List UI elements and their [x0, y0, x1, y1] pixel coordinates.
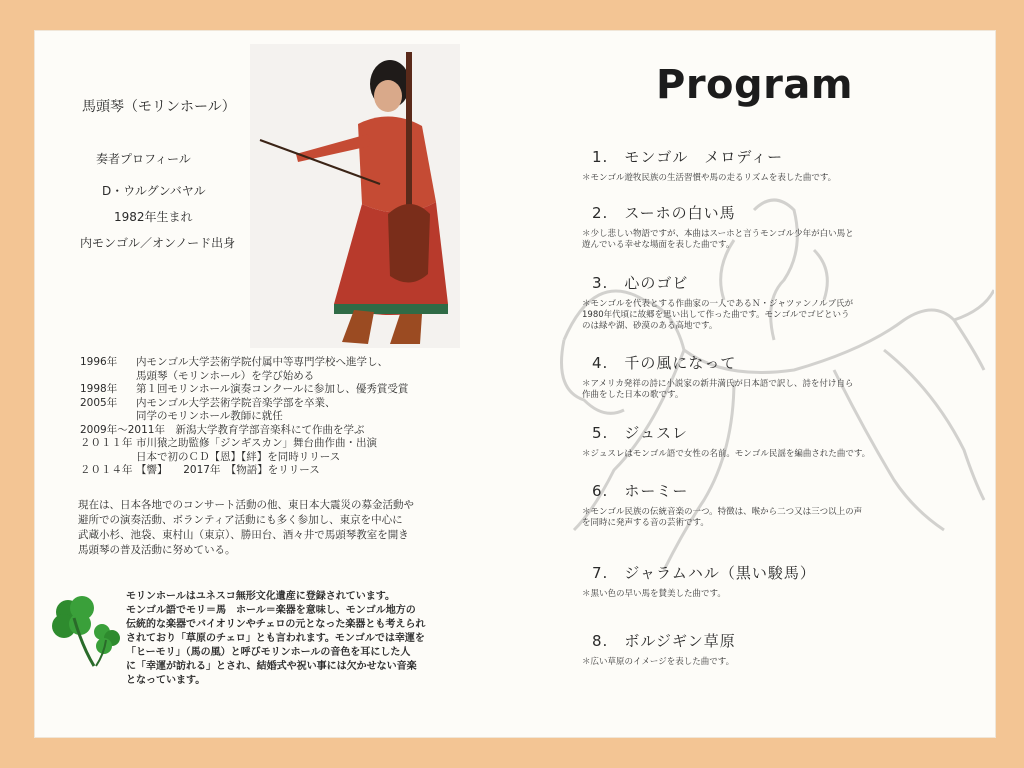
history-year: 2009年～2011年	[80, 423, 165, 436]
program-number: 3.	[592, 274, 609, 292]
history-row	[80, 437, 470, 464]
program-item	[582, 146, 962, 184]
current-activity: 現在は、日本各地でのコンサート活動の他、東日本大震災の募金活動や 避所での演奏活動、ボランティア活動にも多く参加し、東京を中心に 武蔵小杉、池袋、東村山（東京）、勝田台、酒々井で馬頭琴教室を開き 馬頭琴の普及活動に努めている。	[78, 499, 414, 556]
history-text: 新潟大学教育学部音楽科にて作曲を学ぶ	[175, 423, 365, 436]
history-year: 1998年	[80, 383, 118, 395]
program-item	[582, 480, 962, 529]
history-text-combined	[80, 424, 470, 438]
program-item	[582, 202, 962, 251]
history-year: 2005年	[80, 396, 118, 409]
program-item-title	[592, 422, 962, 443]
program-description: ＊黒い色の早い馬を賛美した曲です。	[582, 589, 726, 599]
history-year: ２０１１年	[80, 437, 133, 449]
instrument-title: 馬頭琴（モリンホール）	[82, 99, 236, 115]
program-description: ＊モンゴルを代表とする作曲家の一人であるＮ・ジャツァンノルブ氏が 1980年代頃に故郷を思い出して作った曲です。モンゴルでゴビという のは緑や湖、砂漠のある高地です。	[582, 299, 854, 331]
program-item	[582, 422, 962, 460]
program-item	[582, 272, 962, 332]
program-item-title	[592, 146, 962, 167]
four-leaf-clover-icon	[46, 590, 126, 670]
program-number: 5.	[592, 424, 609, 442]
history-row	[80, 383, 470, 397]
program-name: 心のゴビ	[624, 274, 689, 292]
history-row	[80, 464, 470, 478]
program-name: ボルジギン草原	[624, 632, 736, 650]
history-row	[80, 397, 470, 424]
program-name: モンゴル メロディー	[624, 148, 784, 166]
program-description: ＊モンゴル遊牧民族の生活習慣や馬の走るリズムを表した曲です。	[582, 173, 837, 183]
performer-birth-year: 1982年生まれ	[114, 210, 193, 224]
program-title: Program	[656, 62, 854, 108]
history-year: 1996年	[80, 356, 118, 368]
program-number: 7.	[592, 564, 609, 582]
performer-origin: 内モンゴル／オンノード出身	[80, 236, 236, 250]
program-item-title	[592, 630, 962, 651]
performer-history	[80, 356, 470, 478]
program-name: 千の風になって	[624, 354, 737, 372]
program-name: スーホの白い馬	[624, 204, 736, 222]
program-number: 2.	[592, 204, 609, 222]
program-description: ＊モンゴル民族の伝統音楽の一つ。特徴は、喉から二つ又は三つ以上の声 を同時に発声する音の芸術です。	[582, 507, 863, 528]
performer-photo	[250, 44, 460, 348]
history-row	[80, 424, 470, 438]
program-description: ＊広い草原のイメージを表した曲です。	[582, 657, 735, 667]
profile-panel	[34, 30, 484, 738]
program-item	[582, 562, 962, 600]
program-number: 6.	[592, 482, 609, 500]
program-item-title	[592, 480, 962, 501]
performer-name: D・ウルグンバヤル	[102, 184, 206, 198]
history-text: 内モンゴル大学芸術学院音楽学部を卒業、 同学のモリンホール教師に就任	[136, 396, 336, 422]
brochure-page	[34, 30, 996, 738]
program-number: 8.	[592, 632, 609, 650]
program-description: ＊ジュスレはモンゴル語で女性の名前。モンゴル民謡を編曲された曲です。	[582, 449, 871, 459]
program-item	[582, 630, 962, 668]
program-item-title	[592, 352, 962, 373]
program-item-title	[592, 202, 962, 223]
program-name: ホーミー	[624, 482, 689, 500]
program-item-title	[592, 562, 962, 583]
program-name: ジュスレ	[624, 424, 689, 442]
history-text: 市川猿之助監修「ジンギスカン」舞台曲作曲・出演 日本で初のＣＤ【恩】【絆】を同時リリース	[136, 437, 378, 463]
history-text: 第１回モリンホール演奏コンクールに参加し、優秀賞受賞	[136, 383, 409, 395]
program-item	[582, 352, 962, 401]
history-text: 【響】 2017年 【物語】をリリース	[136, 464, 320, 476]
program-number: 1.	[592, 148, 609, 166]
program-item-title	[592, 272, 962, 293]
program-name: ジャラムハル（黒い駿馬）	[624, 564, 816, 582]
history-row	[80, 356, 470, 383]
program-description: ＊少し悲しい物語ですが、本曲はスーホと言うモンゴル少年が白い馬と 遊んでいる幸せな場面を表した曲です。	[582, 229, 854, 250]
history-text: 内モンゴル大学芸術学院付属中等専門学校へ進学し、 馬頭琴（モリンホール）を学び始める	[136, 356, 388, 382]
program-panel	[484, 30, 996, 738]
program-number: 4.	[592, 354, 609, 372]
history-year: ２０１４年	[80, 464, 133, 476]
morin-khuur-note: モリンホールはユネスコ無形文化遺産に登録されています。 モンゴル語でモリ＝馬 ホール＝楽器を意味し、モンゴル地方の 伝統的な楽器でバイオリンやチェロの元となった楽器とも考えられ されており「草原のチェロ」とも言われます。モンゴルでは幸運を 「ヒーモリ」（馬の風）と呼びモリンホールの音色を耳にした人 に「幸運が訪れる」とされ、結婚式や祝い事には欠かせない音楽 となっています。	[126, 591, 426, 686]
profile-heading: 奏者プロフィール	[96, 152, 191, 166]
performer-with-morin-khuur-image	[250, 44, 460, 348]
program-description: ＊アメリカ発祥の詩に小説家の新井満氏が日本語で訳し、詩を付け自ら 作曲をした日本の歌です。	[582, 379, 854, 400]
